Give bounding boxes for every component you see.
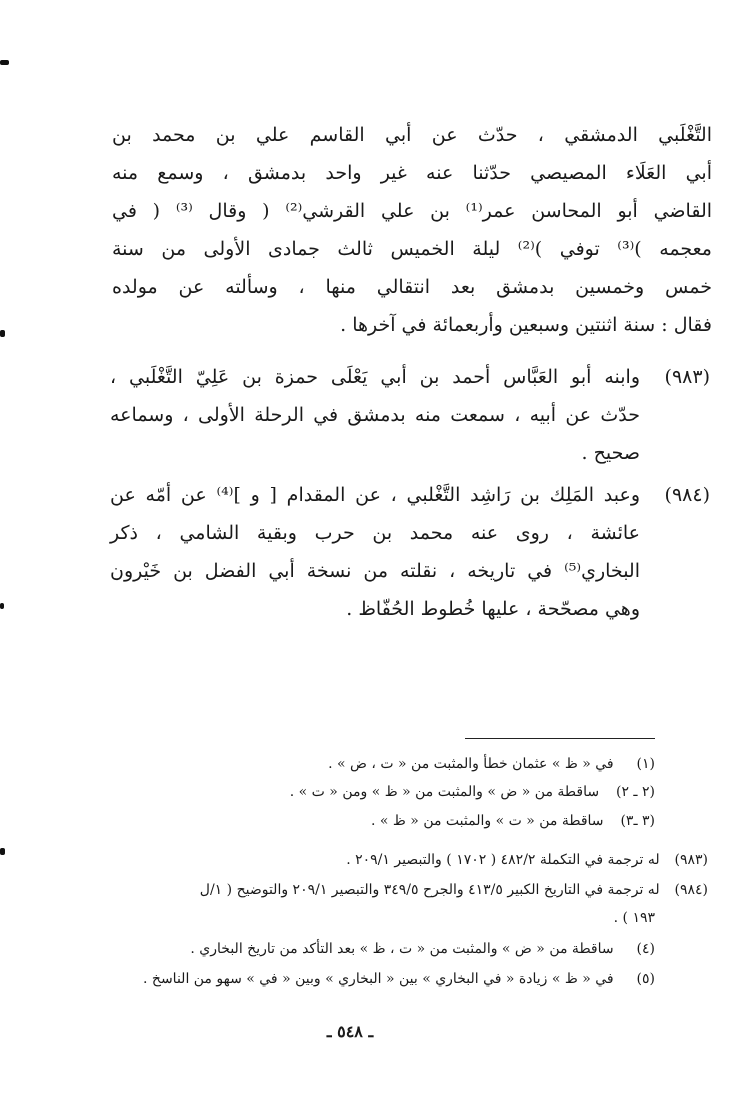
footnote-984-continuation: ١٩٣ ) . bbox=[613, 910, 655, 926]
text-line: وابنه أبو العَبَّاس أحمد بن أبي يَعْلَى حمزة بن عَلِيّ التَّغْلَبي ، bbox=[110, 366, 640, 388]
footnote-2 bbox=[290, 780, 655, 804]
paragraph-983 bbox=[110, 358, 640, 472]
text-line: حدّث عن أبيه ، سمعت منه بدمشق في الرحلة الأولى ، وسماعه bbox=[110, 404, 640, 426]
footnote-label: (١) bbox=[636, 756, 655, 772]
footnote-text: ساقطة من « ض » والمثبت من « ت ، ظ » بعد التأكد من تاريخ البخاري . bbox=[190, 941, 614, 957]
footnote-3 bbox=[371, 809, 655, 833]
footnote-text: ساقطة من « ت » والمثبت من « ظ » . bbox=[370, 813, 604, 829]
footnote-label: (٩٨٤) bbox=[674, 882, 708, 898]
text-line: معجمه )⁽³⁾ توفي )⁽²⁾ ليلة الخميس ثالث جمادى الأولى من سنة bbox=[112, 238, 712, 260]
footnote-1 bbox=[328, 752, 655, 776]
footnote-983 bbox=[346, 848, 708, 872]
footnote-984 bbox=[200, 878, 708, 902]
footnote-text: في « ظ » زيادة « في البخاري » بين « البخاري » وبين « في » سهو من الناسخ . bbox=[143, 971, 614, 987]
text-line: القاضي أبو المحاسن عمر⁽¹⁾ بن علي القرشي⁽²⁾ ( وقال ⁽³⁾ ( في bbox=[112, 200, 713, 222]
footnote-text: له ترجمة في التكملة ٤٨٢/٢ ( ١٧٠٢ ) والتبصير ٢٠٩/١ . bbox=[346, 852, 660, 868]
entry-number-984: (٩٨٤) bbox=[664, 484, 710, 506]
paragraph-984 bbox=[110, 476, 640, 628]
text-line: البخاري⁽⁵⁾ في تاريخه ، نقلته من نسخة أبي الفضل بن خَيْرون bbox=[110, 560, 640, 582]
footnote-label: (٣ ـ٣) bbox=[620, 813, 655, 829]
footnote-5 bbox=[143, 967, 655, 991]
entry-number-983: (٩٨٣) bbox=[664, 366, 710, 388]
footnote-label: (٢ ـ ٢) bbox=[615, 784, 655, 800]
text-line: عائشة ، روى عنه محمد بن حرب وبقية الشامي ، ذكر bbox=[110, 522, 640, 544]
footnote-text: في « ظ » عثمان خطأ والمثبت من « ت ، ض » . bbox=[328, 756, 614, 772]
scan-mark-top bbox=[0, 60, 9, 65]
scan-mark-bottom bbox=[0, 848, 5, 855]
footnote-label: (٩٨٣) bbox=[674, 852, 708, 868]
text-line: فقال : سنة اثنتين وسبعين وأربعمائة في آخرها . bbox=[340, 314, 712, 336]
footnote-separator bbox=[465, 738, 655, 739]
footnote-text: له ترجمة في التاريخ الكبير ٤١٣/٥ والجرح ٣٤٩/٥ والتبصير ٢٠٩/١ والتوضيح ( ١/ل bbox=[199, 882, 660, 898]
paragraph-continuation bbox=[112, 116, 712, 344]
text-line: التَّغْلَبي الدمشقي ، حدّث عن أبي القاسم علي بن محمد بن bbox=[112, 124, 712, 146]
text-line: خمس وخمسين بدمشق بعد انتقالي منها ، وسألته عن مولده bbox=[112, 276, 712, 298]
footnote-label: (٤) bbox=[636, 941, 655, 957]
text-line: وعبد المَلِك بن رَاشِد التَّغْلبي ، عن المقدام [ و ]⁽⁴⁾ عن أمّه عن bbox=[110, 484, 640, 506]
footnote-label: (٥) bbox=[636, 971, 655, 987]
page-number: ـ ٥٤٨ ـ bbox=[326, 1022, 374, 1041]
scan-mark-middle bbox=[0, 330, 5, 337]
scan-mark-lower bbox=[0, 603, 4, 609]
text-line: وهي مصحّحة ، عليها خُطوط الحُفّاظ . bbox=[346, 598, 640, 620]
footnote-text: ساقطة من « ض » والمثبت من « ظ » ومن « ت » . bbox=[289, 784, 600, 800]
footnote-4 bbox=[190, 937, 655, 961]
text-line: أبي العَلَاء المصيصي حدّثنا عنه غير واحد بدمشق ، وسمع منه bbox=[112, 162, 712, 184]
text-line: صحيح . bbox=[581, 442, 640, 464]
